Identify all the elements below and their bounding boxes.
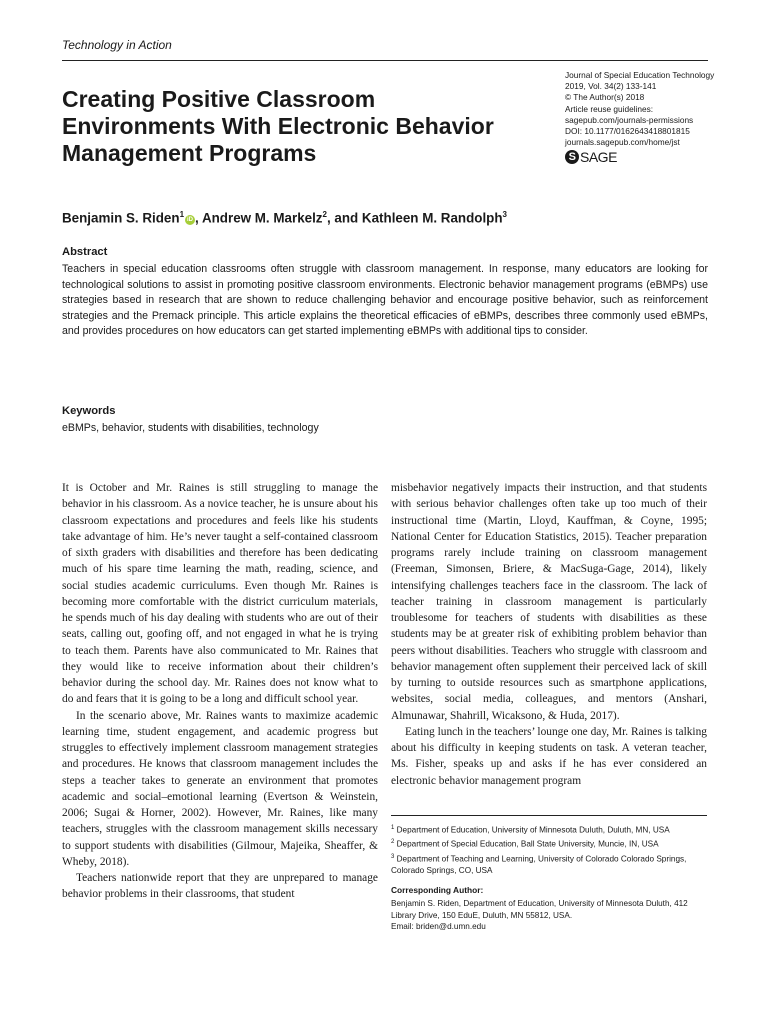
body-paragraph: misbehavior negatively impacts their instruction, and that students with serious behavior challenges often take up too much of their instructional time (Martin, Lloyd, Kauffman, & Coyne, 1995; National Center for Education Statistics, 2015). Teacher preparation programs rarely include training on classroom management (Freeman, Simonsen, Briere, & MacSuga-Gage, 2014), likely intensifying challenges teachers face in the classroom. The lack of teacher training in classroom management is particularly troublesome for teachers of students with disabilities as these students may be at greater risk of exhibiting problem behavior than peers without disabilities. Teachers who struggle with classroom and behavior management often supplement their perceived lack of skill by turning to outside resources such as smartphone applications, websites, social media, colleagues, and mentors (Anshari, Almunawar, Shahrill, Wicaksono, & Huda, 2017). bbox=[391, 482, 707, 722]
corresponding-address: Benjamin S. Riden, Department of Education, University of Minnesota Duluth, 412 Library Drive, 150 EduE, Duluth, MN 55812, USA. bbox=[391, 899, 688, 920]
body-paragraph: In the scenario above, Mr. Raines wants to maximize academic learning time, student engagement, and academic progress but struggles to effectively implement classroom management strategies and procedures. He knows that classroom management includes the steps a teacher takes to generate an environment that promotes academic and social–emotional learning (Evertson & Weinstein, 2006; Sugai & Horner, 2002). However, Mr. Raines, like many teachers, struggles with the classroom management skills necessary to support students with disabilities (Gilmour, Majeika, Sheaffer, & Wheby, 2018). bbox=[62, 709, 378, 868]
abstract-text: Teachers in special education classrooms often struggle with classroom management. In response, many educators are looking for technological solutions to assist in promoting positive classroom environments. Electronic behavior management programs (eBMPs) use strategies based in research that are shown to reduce challenging behavior and encourage positive behavior, such as reinforcement strategies and the Premack principle. This article explains the theoretical efficacies of eBMPs, describes three commonly used eBMPs, and provides procedures on how educators can get started implementing eBMPs with additional tips to consider. bbox=[62, 263, 708, 338]
affiliation-footnote: $^1$ Department of Education, University of Minnesota Duluth, Duluth, MN, USA bbox=[391, 825, 670, 835]
abstract-heading: Abstract bbox=[62, 246, 108, 258]
journal-homepage-link[interactable]: journals.sagepub.com/home/jst bbox=[565, 137, 680, 148]
body-paragraph: It is October and Mr. Raines is still struggling to manage the behavior in his classroom. As a novice teacher, he is unsure about his classroom expectations and procedures and feels like his students take advantage of him. He’s never taught a self-contained classroom of sixth graders with disabilities and therefore has been dedicating much of his spare time learning the math, reading, science, and social studies academic curriculums. Even though Mr. Raines is becoming more comfortable with the district curriculum materials, he spends much of his day dealing with students who are out of their seats, calling out, goofing off, and not engaged in what he is trying to teach them. Parents have also communicated to Mr. Raines that they would like to receive information about their children’s behavior during the school day. Mr. Raines does not know what to do and fears that it is going to be a long and difficult school year. bbox=[62, 482, 378, 706]
affiliation-footnote: $^3$ Department of Teaching and Learning, University of Colorado Colorado Springs, Colorado Springs, CO, USA bbox=[391, 853, 687, 875]
affiliation-mark: 3 bbox=[502, 210, 507, 219]
body-paragraph: Teachers nationwide report that they are unprepared to manage behavior problems in their classrooms, that student bbox=[62, 872, 378, 901]
keywords-heading: Keywords bbox=[62, 405, 116, 417]
keywords-text: eBMPs, behavior, students with disabilities, technology bbox=[62, 422, 319, 434]
author-name: , Andrew M. Markelz bbox=[195, 210, 323, 226]
affiliations bbox=[391, 823, 709, 878]
journal-volume: 2019, Vol. 34(2) 133-141 bbox=[565, 81, 657, 92]
orcid-icon[interactable]: iD bbox=[187, 217, 194, 224]
reuse-label: Article reuse guidelines: bbox=[565, 103, 654, 114]
header-rule bbox=[62, 60, 708, 61]
affiliation-mark: 2 bbox=[322, 210, 327, 219]
author-list bbox=[62, 210, 507, 225]
corresponding-author-heading: Corresponding Author: bbox=[391, 885, 484, 895]
doi[interactable]: DOI: 10.1177/0162643418801815 bbox=[565, 126, 690, 137]
journal-info bbox=[565, 70, 725, 148]
footnote-rule bbox=[391, 815, 707, 816]
section-label: Technology in Action bbox=[62, 38, 172, 52]
corresponding-author-details bbox=[391, 898, 709, 933]
body-paragraph: Eating lunch in the teachers’ lounge one day, Mr. Raines is talking about his difficulty in keeping students on task. A veteran teacher, Ms. Fisher, speaks up and asks if he has ever considered an electronic behavior management program bbox=[391, 725, 707, 787]
corresponding-email[interactable]: Email: briden@d.umn.edu bbox=[391, 922, 486, 932]
affiliation-mark: 1 bbox=[179, 210, 185, 219]
author-name: Benjamin S. Riden bbox=[62, 210, 180, 226]
body-column-left bbox=[62, 480, 378, 903]
permissions-link[interactable]: sagepub.com/journals-permissions bbox=[565, 114, 694, 125]
journal-name: Journal of Special Education Technology bbox=[565, 70, 715, 80]
author-name: , and Kathleen M. Randolph bbox=[326, 210, 503, 226]
sage-s-icon: S bbox=[565, 150, 579, 164]
sage-logo: S SAGE bbox=[565, 149, 617, 165]
copyright: © The Author(s) 2018 bbox=[565, 92, 645, 103]
article-title: Creating Positive Classroom Environments With Electronic Behavior Management Programs bbox=[62, 86, 494, 166]
affiliation-footnote: $^2$ Department of Special Education, Ball State University, Muncie, IN, USA bbox=[391, 839, 659, 850]
body-column-right bbox=[391, 480, 707, 789]
